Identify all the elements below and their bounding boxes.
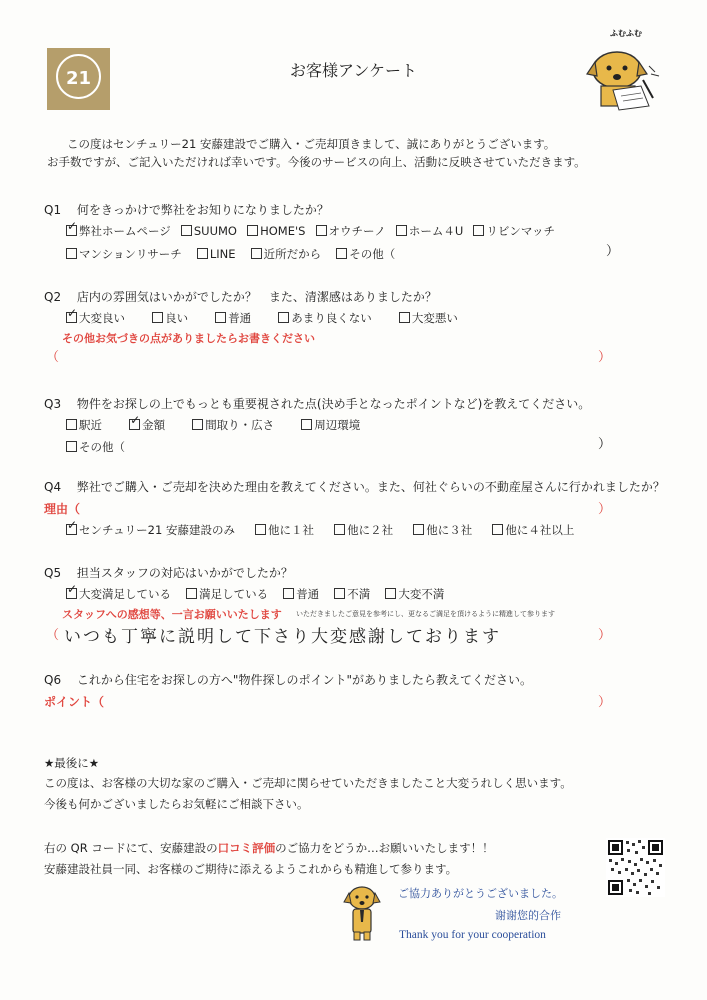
q3-option[interactable]: 間取り・広さ [192, 417, 274, 433]
q1-options-row1 [66, 221, 555, 240]
q6-heading [44, 671, 532, 688]
checkbox-icon[interactable] [186, 588, 197, 599]
q5-close-paren: ） [598, 628, 612, 643]
q1-options-row2 [66, 244, 395, 263]
closing-heading: ★最後に★ [44, 756, 100, 770]
qr-line-pre: 右の QR コードにて、安藤建設の [44, 841, 218, 855]
q3-options [66, 415, 360, 434]
q2-option[interactable]: 大変悪い [399, 310, 458, 326]
checkbox-icon[interactable] [192, 419, 203, 430]
closing-line-1: この度は、お客様の大切な家のご購入・ご売却に関らせていただきましたこと大変うれしく思います。 [44, 776, 572, 790]
checkbox-icon[interactable] [215, 312, 226, 323]
q1-option[interactable]: HOME'S [247, 224, 305, 238]
intro-line-1: この度はセンチュリー21 安藤建設でご購入・ご売却頂きまして、誠にありがとうございます。 [67, 137, 556, 151]
q1-option[interactable]: マンションリサーチ [66, 246, 182, 262]
q1-option-other[interactable]: その他（ [336, 246, 395, 262]
thanks-japanese: ご協力ありがとうございました。 [398, 887, 563, 900]
closing-qr-line [44, 840, 494, 856]
checkbox-checked-icon[interactable] [66, 588, 77, 599]
q3-other [66, 437, 125, 456]
q6-number: Q6 [44, 673, 62, 687]
q1-option[interactable]: ✓ 弊社ホームページ [66, 223, 171, 239]
q4-option[interactable]: 他に２社 [334, 522, 393, 538]
q2-option[interactable]: 普通 [215, 310, 251, 326]
checkbox-icon[interactable] [316, 225, 327, 236]
q2-options [66, 308, 458, 327]
checkbox-checked-icon[interactable] [66, 225, 77, 236]
q4-text: 弊社でご購入・ご売却を決めた理由を教えてください。また、何社ぐらいの不動産屋さんに行かれましたか？ [76, 480, 665, 494]
q4-option[interactable]: 他に３社 [413, 522, 472, 538]
q4-reason-field[interactable] [88, 502, 598, 516]
qr-line-highlight: 口コミ評価 [217, 841, 276, 855]
checkbox-icon[interactable] [278, 312, 289, 323]
checkbox-icon[interactable] [181, 225, 192, 236]
checkbox-icon[interactable] [413, 524, 424, 535]
checkbox-icon[interactable] [473, 225, 484, 236]
mascot-reading-illustration [583, 28, 663, 118]
q4-option[interactable]: 他に４社以上 [492, 522, 574, 538]
checkbox-icon[interactable] [152, 312, 163, 323]
q2-open-paren: （ [46, 350, 60, 365]
q5-staff-reply: いただきましたご意見を参考にし、更なるご満足を頂けるように精進して参ります [296, 610, 555, 618]
checkbox-icon[interactable] [66, 419, 77, 430]
closing-line-4: 安藤建設社員一同、お客様のご期待に添えるようこれからも精進して参ります。 [44, 862, 458, 876]
q5-option[interactable]: 大変不満 [385, 586, 444, 602]
q5-option[interactable]: 満足している [186, 586, 268, 602]
q2-option[interactable]: あまり良くない [278, 310, 372, 326]
page-title: お客様アンケート [289, 61, 418, 80]
q4-number: Q4 [44, 480, 62, 494]
checkbox-checked-icon[interactable] [129, 419, 140, 430]
q3-close-paren: ） [598, 437, 612, 452]
q5-number: Q5 [44, 566, 62, 580]
q1-close-paren: ） [606, 244, 620, 259]
q2-option[interactable]: ✓ 大変良い [66, 310, 125, 326]
checkbox-checked-icon[interactable] [66, 312, 77, 323]
q1-option[interactable]: ホーム４U [396, 223, 463, 239]
checkbox-icon[interactable] [399, 312, 410, 323]
checkbox-icon[interactable] [255, 524, 266, 535]
qr-code[interactable] [606, 838, 665, 897]
q2-number: Q2 [44, 290, 62, 304]
q5-heading [44, 564, 293, 581]
q4-close-paren: ） [598, 502, 612, 517]
mascot-bowing-illustration [340, 884, 384, 942]
checkbox-icon[interactable] [247, 225, 258, 236]
q6-text: これから住宅をお探しの方へ"物件探しのポイント"がありましたら教えてください。 [76, 673, 532, 687]
thanks-english: Thank you for your cooperation [399, 929, 546, 941]
q5-options [66, 584, 444, 603]
checkbox-icon[interactable] [301, 419, 312, 430]
q3-option[interactable]: 周辺環境 [301, 417, 360, 433]
q3-heading [44, 395, 590, 412]
q1-number: Q1 [44, 203, 62, 217]
intro-line-2: お手数ですが、ご記入いただければ幸いです。今後のサービスの向上、活動に反映させていただきます。 [47, 155, 586, 169]
q5-option[interactable]: ✓ 大変満足している [66, 586, 171, 602]
q3-option[interactable]: ✓ 金額 [129, 417, 165, 433]
qr-line-post: のご協力をどうか…お願いいたします！！ [275, 841, 494, 855]
q3-text: 物件をお探しの上でもっとも重要視された点(決め手となったポイントなど)を教えてください。 [76, 397, 591, 411]
q1-option[interactable]: SUUMO [181, 224, 237, 238]
checkbox-icon[interactable] [283, 588, 294, 599]
checkbox-icon[interactable] [66, 248, 77, 259]
q6-point-label: ポイント（ [44, 695, 105, 709]
checkbox-icon[interactable] [197, 248, 208, 259]
checkbox-icon[interactable] [66, 441, 77, 452]
checkbox-icon[interactable] [251, 248, 262, 259]
q5-handwritten-answer[interactable]: いつも丁寧に説明して下さり大変感謝しております [64, 627, 501, 647]
thanks-chinese: 谢谢您的合作 [495, 909, 561, 922]
checkbox-checked-icon[interactable] [66, 524, 77, 535]
checkbox-icon[interactable] [396, 225, 407, 236]
q1-option[interactable]: オウチーノ [316, 223, 386, 239]
q5-option[interactable]: 普通 [283, 586, 319, 602]
q2-close-paren: ） [598, 350, 612, 365]
checkbox-icon[interactable] [492, 524, 503, 535]
q3-number: Q3 [44, 397, 62, 411]
q1-option[interactable]: リビンマッチ [473, 223, 555, 239]
checkbox-icon[interactable] [385, 588, 396, 599]
q2-option[interactable]: 良い [152, 310, 188, 326]
checkbox-icon[interactable] [334, 524, 345, 535]
q1-heading [44, 201, 329, 218]
q6-point-field[interactable] [110, 695, 598, 709]
q4-option[interactable]: ✓ センチュリー21 安藤建設のみ [66, 522, 235, 538]
q3-option[interactable]: 駅近 [66, 417, 102, 433]
q5-prompt: スタッフへの感想等、一言お願いいたします [62, 608, 282, 621]
q6-close-paren: ） [598, 695, 612, 710]
q2-text: 店内の雰囲気はいかがでしたか？ また、清潔感はありましたか？ [76, 290, 437, 304]
q1-text: 何をきっかけで弊社をお知りになりましたか？ [76, 203, 329, 217]
q5-option[interactable]: 不満 [334, 586, 370, 602]
q5-open-paren: （ [46, 628, 60, 643]
q4-option[interactable]: 他に１社 [255, 522, 314, 538]
q4-heading [44, 478, 665, 495]
q2-heading [44, 288, 437, 305]
q2-comment-field[interactable] [62, 348, 598, 362]
q4-options [66, 520, 574, 539]
q1-option[interactable]: LINE [197, 247, 236, 261]
q4-reason-label: 理由（ [44, 502, 81, 516]
checkbox-icon[interactable] [336, 248, 347, 259]
checkbox-icon[interactable] [334, 588, 345, 599]
q2-prompt: その他お気づきの点がありましたらお書きください [62, 332, 315, 345]
logo-text: 21 [65, 68, 92, 89]
mascot-caption: ふむふむ [610, 29, 642, 38]
closing-line-2: 今後も何かございましたらお気軽にご相談下さい。 [44, 797, 309, 811]
q3-option-other[interactable]: その他（ [66, 439, 125, 455]
q1-option[interactable]: 近所だから [251, 246, 322, 262]
q5-text: 担当スタッフの対応はいかがでしたか？ [76, 566, 293, 580]
